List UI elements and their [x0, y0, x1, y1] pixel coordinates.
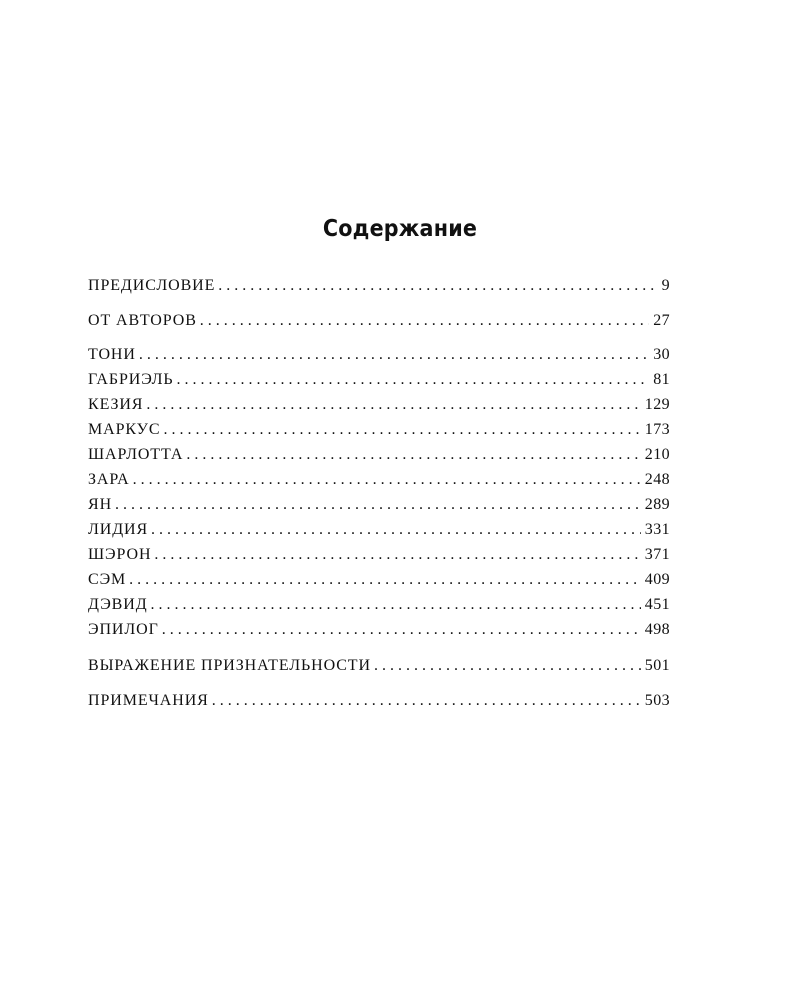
toc-entry-page: 9 [661, 277, 670, 294]
dot-leader [374, 655, 641, 677]
toc-entry-david[interactable] [88, 594, 670, 616]
toc-entry-title: КЕЗИЯ [88, 396, 144, 413]
toc-entry-page: 331 [644, 521, 670, 538]
dot-leader [186, 444, 640, 466]
toc-entry-title: ШЭРОН [88, 546, 152, 563]
dot-leader [212, 690, 641, 712]
toc-entry-page: 129 [644, 396, 670, 413]
toc-entry-yan[interactable] [88, 494, 670, 516]
toc-entry-page: 289 [644, 496, 670, 513]
toc-entry-acknowledgements[interactable] [88, 655, 670, 677]
toc-entry-title: ОТ АВТОРОВ [88, 312, 197, 329]
toc-entry-title: ШАРЛОТТА [88, 446, 184, 463]
dot-leader [162, 619, 641, 641]
toc-entry-title: ВЫРАЖЕНИЕ ПРИЗНАТЕЛЬНОСТИ [88, 657, 371, 674]
toc-entry-title: ПРИМЕЧАНИЯ [88, 692, 209, 709]
toc-entry-markus[interactable] [88, 419, 670, 441]
toc-entry-gabriel[interactable] [88, 369, 670, 391]
dot-leader [133, 469, 641, 491]
dot-leader [154, 544, 640, 566]
toc-entry-page: 409 [644, 571, 670, 588]
toc-entry-title: ГАБРИЭЛЬ [88, 371, 174, 388]
toc-entry-title: ПРЕДИСЛОВИЕ [88, 277, 216, 294]
toc-entry-page: 371 [644, 546, 670, 563]
toc-entry-zara[interactable] [88, 469, 670, 491]
toc-entry-page: 173 [644, 421, 670, 438]
dot-leader [151, 594, 641, 616]
table-of-contents [88, 0, 670, 1000]
toc-entry-epilogue[interactable] [88, 619, 670, 641]
toc-entry-title: ЭПИЛОГ [88, 621, 159, 638]
dot-leader [151, 519, 641, 541]
toc-entry-title: ЛИДИЯ [88, 521, 149, 538]
dot-leader [139, 344, 649, 366]
toc-entry-keziya[interactable] [88, 394, 670, 416]
dot-leader [218, 275, 657, 297]
toc-entry-from-authors[interactable] [88, 310, 670, 332]
toc-entry-page: 501 [644, 657, 670, 674]
dot-leader [200, 310, 649, 332]
toc-entry-title: ТОНИ [88, 346, 136, 363]
dot-leader [129, 569, 641, 591]
toc-entry-toni[interactable] [88, 344, 670, 366]
toc-entry-title: МАРКУС [88, 421, 161, 438]
toc-entry-preface[interactable] [88, 275, 670, 297]
toc-entry-page: 503 [644, 692, 670, 709]
toc-entry-page: 451 [644, 596, 670, 613]
dot-leader [146, 394, 640, 416]
toc-entry-title: ЗАРА [88, 471, 130, 488]
dot-leader [177, 369, 650, 391]
toc-entry-charlotte[interactable] [88, 444, 670, 466]
toc-entry-page: 210 [644, 446, 670, 463]
toc-entry-sharon[interactable] [88, 544, 670, 566]
toc-entry-page: 81 [653, 371, 670, 388]
page-title: Содержание [322, 216, 478, 242]
toc-entry-notes[interactable] [88, 690, 670, 712]
dot-leader [115, 494, 641, 516]
toc-entry-page: 30 [653, 346, 670, 363]
toc-entry-page: 27 [653, 312, 670, 329]
toc-entry-title: ДЭВИД [88, 596, 148, 613]
toc-entry-page: 248 [644, 471, 670, 488]
dot-leader [163, 419, 640, 441]
toc-entry-sam[interactable] [88, 569, 670, 591]
toc-entry-lidiya[interactable] [88, 519, 670, 541]
toc-entry-page: 498 [644, 621, 670, 638]
toc-entry-title: СЭМ [88, 571, 127, 588]
toc-entry-title: ЯН [88, 496, 113, 513]
